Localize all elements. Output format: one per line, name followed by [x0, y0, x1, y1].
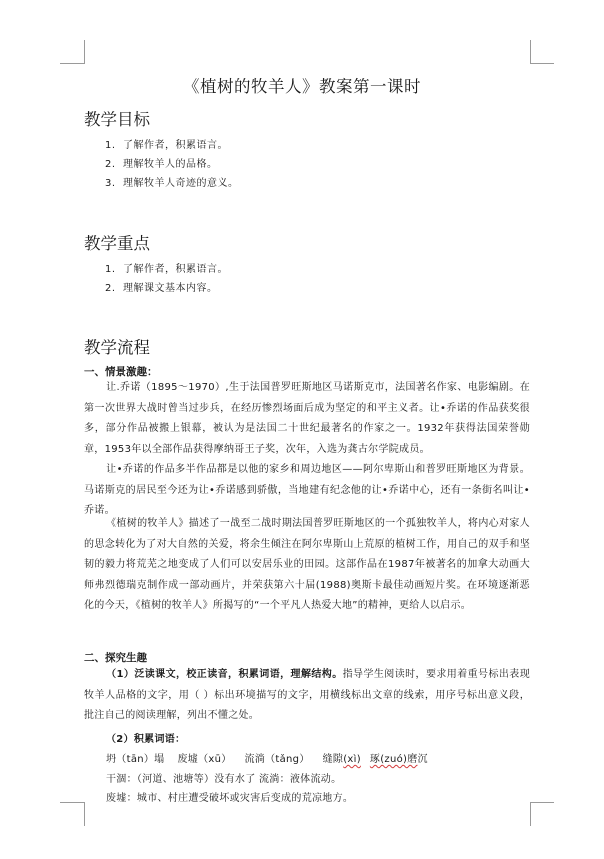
paragraph-bold-lead: （1）泛读课文，校正读音，积累词语，理解结构。	[106, 669, 343, 680]
document-title: 《植树的牧羊人》教案第一课时	[183, 77, 421, 96]
vocab-word: 沉	[417, 754, 428, 765]
paragraph-author-intro	[84, 378, 530, 460]
list-text: 理解牧羊人奇迹的意义。	[123, 178, 239, 189]
list-item	[105, 279, 218, 294]
vocab-word: 流淌（tǎng）	[244, 754, 310, 765]
paragraph-text: 让•乔诺的作品多半作品都是以他的家乡和周边地区——阿尔卑斯山和普罗旺斯地区为背景。马诺斯克的居民至今还为让•乔诺感到骄傲，当地建有纪念他的让•乔诺中心，还有一条街名叫让•乔诺。	[84, 464, 530, 516]
list-item	[105, 260, 228, 275]
list-number: 2.	[105, 159, 116, 170]
vocab-word-marked: (xì)	[343, 754, 361, 765]
vocab-heading: （2）积累词语：	[106, 734, 186, 745]
definition-line: 废墟：城市、村庄遭受破坏或灾害后变成的荒凉地方。	[106, 793, 354, 804]
section-heading-teaching-process: 教学流程	[84, 338, 150, 357]
paragraph-text: 让.乔诺（1895～1970）,生于法国普罗旺斯地区马诺斯克市，法国著名作家、电影编剧。在第一次世界大战时曾当过步兵，在经历惨烈场面后成为坚定的和平主义者。让•乔诺的作品获奖很多，部分作品被搬上银幕，被认为是法国二十世纪最著名的作家之一。1932年获得法国荣誉勋章，1953年以全部作品获得摩纳哥王子奖，次年，入选为龚古尔学院成员。	[84, 382, 530, 455]
paragraph-text: 《植树的牧羊人》描述了一战至二战时期法国普罗旺斯地区的一个孤独牧羊人，将内心对家人的思念转化为了对大自然的关爱，将余生倾注在阿尔卑斯山上荒原的植树工作，用自己的双手和坚韧的毅力将荒芜之地变成了人们可以安居乐业的田园。这部作品在1987年被著名的加拿大动画大师弗烈德瑞克制作成一部动画片，并荣获第六十届(1988)奥斯卡最佳动画短片奖。在环境逐渐恶化的今天，《植树的牧羊人》所揭写的“一个平凡人热爱大地”的精神，更给人以启示。	[84, 518, 530, 611]
paragraph-author-works	[84, 460, 530, 522]
vocab-word-marked: 琢(zuó)磨	[369, 754, 418, 765]
subheading-scenario: 一、情景激趣：	[84, 366, 158, 378]
paragraph-text: 指导学生阅读时，要求用着重号标出表现牧羊人品格的文字，用（ ）标出环境描写的文字，用横线标出文章的线索，用序号标出意义段，批注自己的阅读理解，列出不懂之处。	[84, 669, 531, 721]
section-heading-teaching-goals: 教学目标	[84, 110, 150, 129]
vocab-heading-line	[84, 730, 185, 745]
subheading-explore: 二、探究生趣	[84, 652, 147, 664]
list-item	[105, 136, 228, 151]
section-heading-key-points: 教学重点	[84, 234, 150, 253]
list-text: 理解课文基本内容。	[123, 283, 218, 294]
list-number: 2.	[105, 283, 116, 294]
definition-line: 干涸：（河道、池塘等）没有水了 流淌：液体流动。	[106, 774, 342, 785]
list-text: 了解作者，积累语言。	[123, 264, 228, 275]
paragraph-story-summary	[84, 514, 530, 617]
list-number: 1.	[105, 264, 116, 275]
list-item	[105, 174, 239, 189]
vocab-list	[106, 750, 428, 765]
vocab-word: 缝隙	[322, 754, 344, 765]
vocab-word: 废墟（xū）	[177, 754, 232, 765]
list-number: 1.	[105, 140, 116, 151]
list-number: 3.	[105, 178, 116, 189]
list-item	[105, 155, 218, 170]
list-text: 了解作者，积累语言。	[123, 140, 228, 151]
paragraph-reading-guide	[84, 665, 530, 727]
vocab-word: 坍（tān）塌	[106, 754, 165, 765]
list-text: 理解牧羊人的品格。	[123, 159, 218, 170]
